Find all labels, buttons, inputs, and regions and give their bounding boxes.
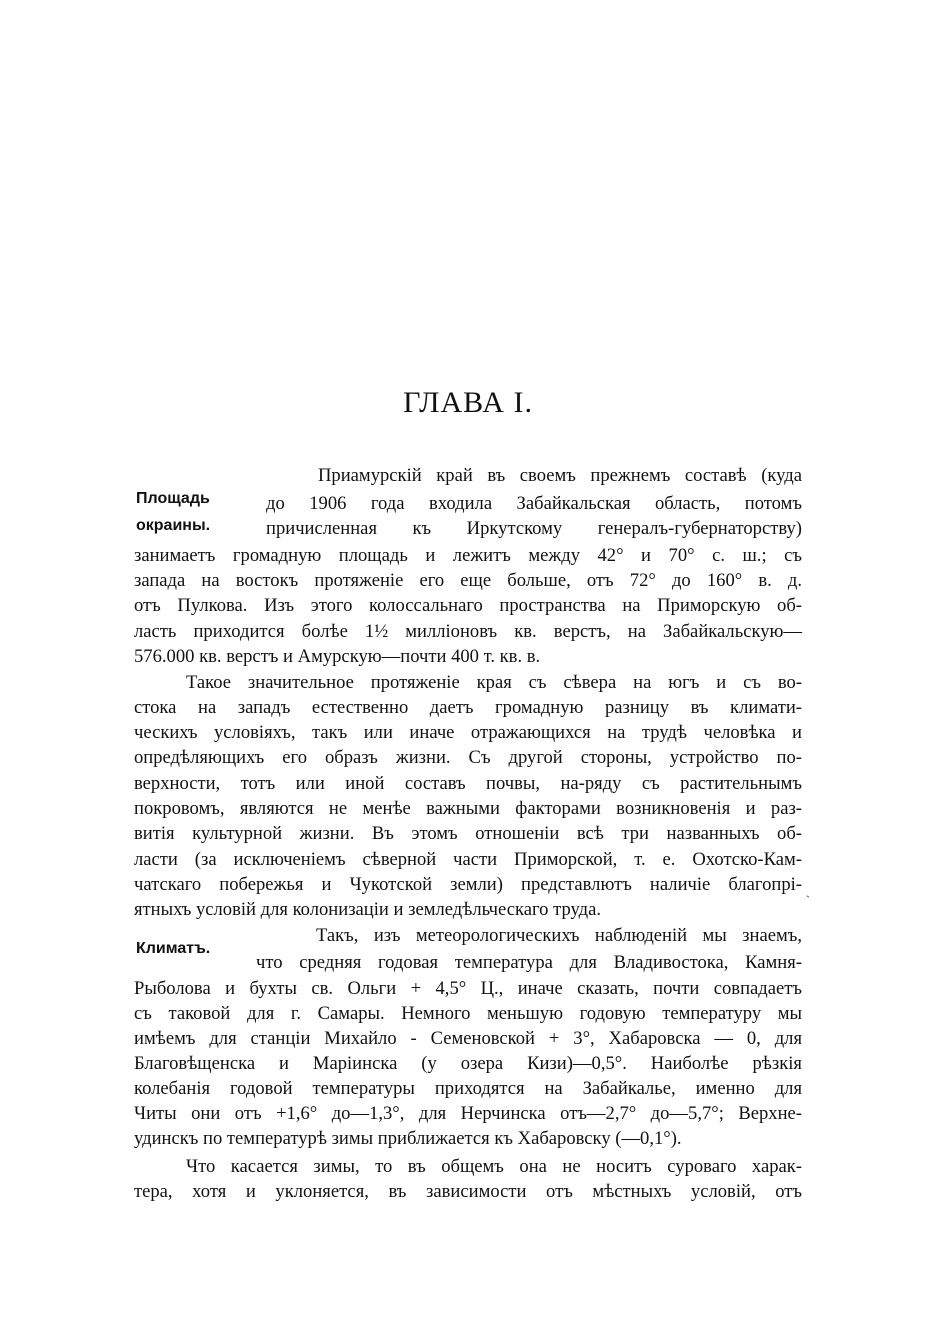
text-line: Рыболова и бухты св. Ольги + 4,5° Ц., иначе сказать, почти совпадаетъ bbox=[134, 978, 802, 999]
text-line: Читы они отъ +1,6° до—1,3°, для Нерчинска отъ—2,7° до—5,7°; Верхне- bbox=[134, 1103, 802, 1124]
text-line: верхности, тотъ или иной составъ почвы, на-ряду съ растительнымъ bbox=[134, 773, 802, 794]
text-line: имѣемъ для станціи Михайло - Семеновской + 3°, Хабаровска — 0, для bbox=[134, 1028, 802, 1049]
text-line: Такъ, изъ метеорологическихъ наблюденій мы знаемъ, bbox=[316, 925, 802, 946]
stray-print-mark: ˋ bbox=[806, 893, 810, 907]
text-line: Что касается зимы, то въ общемъ она не носитъ суроваго харак- bbox=[186, 1156, 802, 1177]
text-line: причисленная къ Иркутскому генералъ-губернаторству) bbox=[266, 518, 802, 539]
text-line: до 1906 года входила Забайкальская область, потомъ bbox=[266, 493, 802, 514]
text-line: съ таковой для г. Самары. Немного меньшую годовую температуру мы bbox=[134, 1003, 802, 1024]
text-line: витія культурной жизни. Въ этомъ отношеніи всѣ три названныхъ об- bbox=[134, 823, 802, 844]
text-line: тера, хотя и уклоняется, въ зависимости отъ мѣстныхъ условій, отъ bbox=[134, 1181, 802, 1202]
text-line: отъ Пулкова. Изъ этого колоссальнаго пространства на Приморскую об- bbox=[134, 595, 802, 616]
margin-note-climate: Климатъ. bbox=[136, 940, 211, 957]
text-line: опредѣляющихъ его образъ жизни. Съ другой стороны, устройство по- bbox=[134, 747, 802, 768]
text-line: ческихъ условіяхъ, такъ или иначе отражающихся на трудѣ человѣка и bbox=[134, 722, 802, 743]
text-line: покровомъ, являются не менѣе важными факторами возникновенія и раз- bbox=[134, 798, 802, 819]
text-line: ласти (за исключеніемъ сѣверной части Приморской, т. е. Охотско-Кам- bbox=[134, 849, 802, 870]
text-line: Приамурскій край въ своемъ прежнемъ составѣ (куда bbox=[318, 465, 802, 486]
text-line: запада на востокъ протяженіе его еще больше, отъ 72° до 160° в. д. bbox=[134, 570, 802, 591]
text-line: 576.000 кв. верстъ и Амурскую—почти 400 т. кв. в. bbox=[134, 646, 541, 667]
text-line: ятныхъ условій для колонизаціи и земледѣльческаго труда. bbox=[134, 899, 601, 920]
text-line: удинскъ по температурѣ зимы приближается къ Хабаровску (—0,1°). bbox=[134, 1128, 682, 1149]
text-line: что средняя годовая температура для Владивостока, Камня- bbox=[256, 952, 802, 973]
margin-note-area-line-1: Площадь bbox=[136, 490, 210, 507]
text-line: чатскаго побережья и Чукотской земли) представлютъ наличіе благопрі- bbox=[134, 874, 802, 895]
text-line: занимаетъ громадную площадь и лежитъ между 42° и 70° с. ш.; съ bbox=[134, 545, 802, 566]
margin-note-area-line-2: окраины. bbox=[136, 517, 211, 534]
text-line: Благовѣщенска и Маріинска (у озера Кизи)—0,5°. Наиболѣе рѣзкія bbox=[134, 1053, 802, 1074]
chapter-heading: ГЛАВА I. bbox=[403, 386, 533, 419]
margin-note-area bbox=[136, 485, 210, 539]
text-line: стока на западъ естественно даетъ громадную разницу въ климати- bbox=[134, 697, 802, 718]
text-line: Такое значительное протяженіе края съ сѣвера на югъ и съ во- bbox=[186, 672, 802, 693]
text-line: ласть приходится болѣе 1½ милліоновъ кв. верстъ, на Забайкальскую— bbox=[134, 621, 802, 642]
text-line: колебанія годовой температуры приходятся на Забайкалье, именно для bbox=[134, 1078, 802, 1099]
